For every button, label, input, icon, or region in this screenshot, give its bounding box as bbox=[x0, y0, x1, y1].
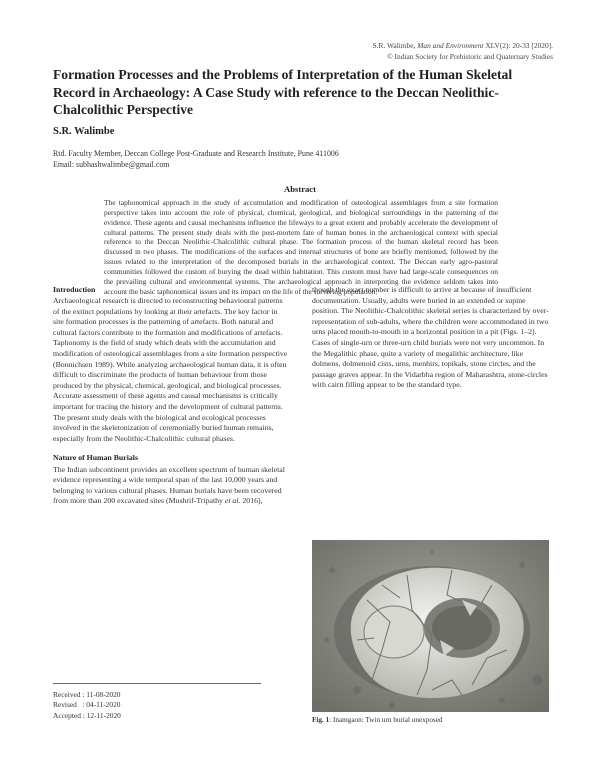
author-name: S.R. Walimbe bbox=[53, 126, 115, 137]
introduction-text: Archaeological research is directed to reconstructing behavioural patterns of the extinct populations by looking at their artefacts. The key factor in site formation processes is the patterning of artefacts. Both natural and cultural factors contribute to the formation and modifications of artefacts. Taphonomy is the field of study which deals with the accumulation and modification of osteological assemblages from a site formation perspective (Bonnichsen 1989). While analyzing archaeological human data, it is often difficult to discriminate the products of human behaviour from those produced by the physical, chemical, geological, and biological processes. Accurate assessment of these agents and causal mechanisms is critically important for tracing the history and the development of cultural patterns. The present study deals with the biological and ecological processes involved in the skeletonization of ceremonially buried human remains, especially from the Neolithic-Chalcolithic cultural phases. bbox=[53, 296, 288, 443]
figure-caption: Fig. 1: Inamgaon: Twin urn burial unexposed bbox=[312, 716, 443, 724]
introduction-heading: Introduction bbox=[53, 285, 96, 294]
accepted-date: Accepted : 12-11-2020 bbox=[53, 710, 121, 720]
copyright-line: © Indian Society for Prehistoric and Quaternary Studies bbox=[387, 51, 553, 61]
abstract-text: The taphonomical approach in the study of accumulation and modification of osteological assemblages from a site formation perspective takes into account the role of physical, chemical, geological, and biological surroundings in the patterning of the evidence. These agents and causal mechanisms influence the lifeways to a great extent and probably accelerate the development of cultural patterns. The present study deals with the post-mortem fate of human bones in the archaeological context with special reference to the Deccan Neolithic-Chalcolithic cultural phase. The formation process of the human skeletal record has been discussed in two phases. The modifications of the surfaces and internal structures of bone are briefly mentioned, followed by the issues related to the interpretation of the decomposed burials in the archaeological context. The Deccan early agro-pastoral communities followed the custom of burying the dead within habitation. This custom must have had large-scale consequences on the prevailing cultural and environmental systems. The archaeological approach in interpreting the evidence seldom takes into account the basic taphonomical issues and its impact on the life of the surviving population. bbox=[104, 198, 498, 296]
received-date: Received : 11-08-2020 bbox=[53, 690, 121, 699]
citation-line: S.R. Walimbe, Man and Environment XLV(2): 20-33 [2020]. bbox=[372, 41, 553, 50]
revised-date: Revised : 04-11-2020 bbox=[53, 700, 121, 710]
submission-dates bbox=[53, 690, 121, 721]
figure-photo-twin-urn-burial bbox=[312, 540, 549, 712]
burials-text: The Indian subcontinent provides an excellent spectrum of human skeletal evidence representing a wide temporal span of the last 10,000 years and belonging to various cultural phases. Human burials have been recovered from more than 200 excavated sites (Mushrif-Tripathy et al. 2016), bbox=[53, 464, 285, 506]
left-column bbox=[53, 285, 288, 507]
author-affiliation-block bbox=[53, 148, 339, 170]
footnote-divider bbox=[53, 683, 261, 684]
right-column bbox=[312, 285, 550, 391]
burials-text-continued: though the exact number is difficult to arrive at because of insufficient documentation. Usually, adults were buried in an extended or supine position. The Neolithic-Chalcolithic skeletal series is characterized by over-representation of sub-adults, where the children were accommodated in two urns placed mouth-to-mouth in a horizontal position in a pit (Figs. 1–2). Cases of single-urn or three-urn child burials were not very uncommon. In the Megalithic phase, quite a variety of megalithic architecture, like dolmens, dolmenoid cists, urns, menhirs, topikals, stone circles, and the passage graves appear. In the Vidarbha region of Maharashtra, stone-circles with cairn filling appear to be the standard type. bbox=[312, 285, 549, 390]
journal-name: Man and Environment bbox=[417, 41, 484, 50]
running-header bbox=[373, 41, 553, 62]
abstract-heading: Abstract bbox=[284, 184, 316, 194]
figure-label: Fig. 1 bbox=[312, 716, 330, 724]
article-title: Formation Processes and the Problems of Interpretation of the Human Skeletal Record in Archaeology: A Case Study with reference to the Deccan Neolithic-Chalcolithic Perspective bbox=[53, 67, 513, 117]
email: Email: subhashwalimbe@gmail.com bbox=[53, 160, 170, 169]
affiliation: Rtd. Faculty Member, Deccan College Post-Graduate and Research Institute, Pune 411006 bbox=[53, 149, 339, 158]
burials-heading: Nature of Human Burials bbox=[53, 453, 138, 463]
